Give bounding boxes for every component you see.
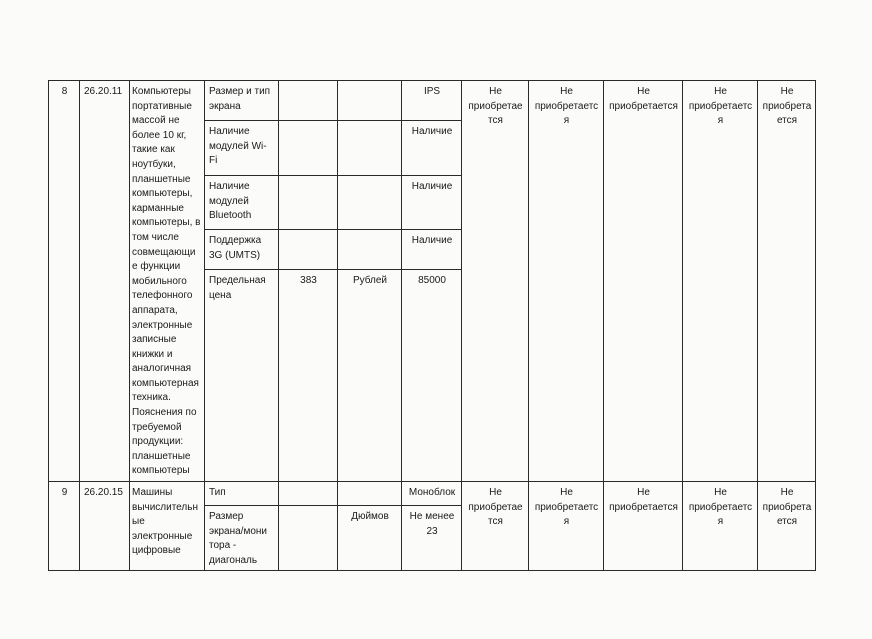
unit-code: 383 [279,270,338,482]
characteristic-label: Поддержка 3G (UMTS) [205,230,279,270]
characteristic-value: Не менее 23 [402,506,462,571]
unit-name [338,230,402,270]
unit-name [338,176,402,230]
product-name: Машины вычислительн ые электронные цифровые [130,482,205,571]
okpd-code: 26.20.15 [80,482,130,571]
requirement-cell: Не приобретае тся [462,81,529,482]
characteristic-label: Тип [205,482,279,506]
row-number: 9 [49,482,80,571]
characteristic-value: Наличие [402,230,462,270]
unit-code [279,176,338,230]
characteristic-value: 85000 [402,270,462,482]
okpd-code: 26.20.11 [80,81,130,482]
characteristic-value: Наличие [402,121,462,176]
product-name: Компьютеры портативные массой не более 10 кг, такие как ноутбуки, планшетные компьютеры, карманные компьютеры, в том числе совмещающи е функции мобильного телефонного аппарата, электронные записные книжки и аналогичная компьютерная техника. Пояснения по требуемой продукции: планшетные компьютеры [130,81,205,482]
requirement-cell: Не приобретае тся [462,482,529,571]
table-row [49,482,816,506]
unit-name [338,121,402,176]
characteristic-label: Размер и тип экрана [205,81,279,121]
characteristic-value: Моноблок [402,482,462,506]
unit-name [338,482,402,506]
requirement-cell: Не приобретается [604,81,683,482]
unit-code [279,506,338,571]
unit-code [279,482,338,506]
unit-code [279,230,338,270]
requirement-cell: Не приобретаетс я [683,81,758,482]
requirement-cell: Не приобретаетс я [683,482,758,571]
characteristic-label: Размер экрана/мони тора - диагональ [205,506,279,571]
requirement-cell: Не приобретаетс я [529,81,604,482]
unit-code [279,121,338,176]
unit-name [338,81,402,121]
characteristic-value: IPS [402,81,462,121]
row-number: 8 [49,81,80,482]
unit-code [279,81,338,121]
table-row [49,81,816,121]
requirement-cell: Не приобрета ется [758,482,816,571]
requirement-cell: Не приобрета ется [758,81,816,482]
characteristic-value: Наличие [402,176,462,230]
requirement-cell: Не приобретается [604,482,683,571]
requirement-cell: Не приобретаетс я [529,482,604,571]
characteristic-label: Наличие модулей Wi- Fi [205,121,279,176]
unit-name: Дюймов [338,506,402,571]
characteristic-label: Наличие модулей Bluetooth [205,176,279,230]
requirements-table [48,80,816,571]
unit-name: Рублей [338,270,402,482]
characteristic-label: Предельная цена [205,270,279,482]
